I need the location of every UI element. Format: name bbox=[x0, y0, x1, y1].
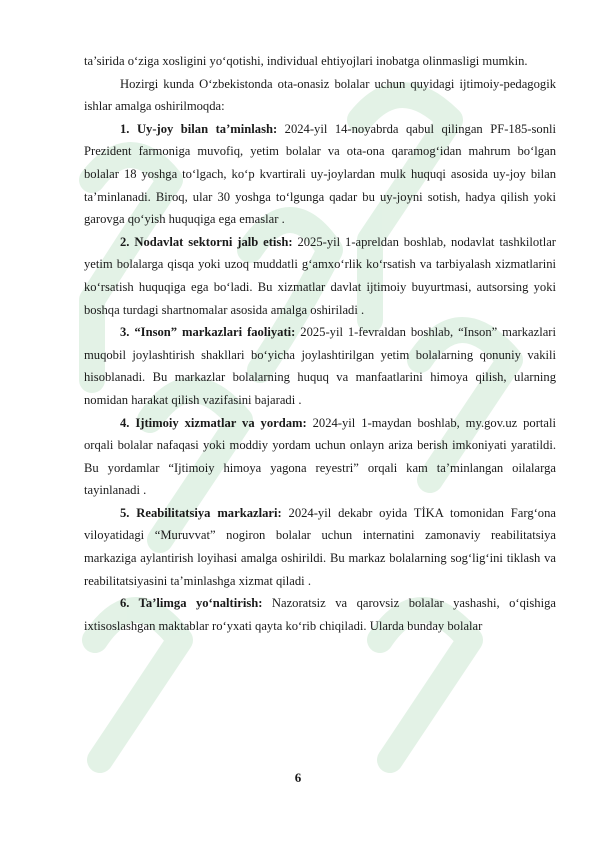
page-number: 6 bbox=[294, 770, 302, 785]
list-item-text: 2024-yil 1-maydan boshlab, my.gov.uz portali orqali bolalar nafaqasi yoki moddiy yordam uchun onlayn ariza berish imkoniyati yaratildi. Bu yordamlar “Ijtimoiy himoya yagona reyestri” orqali kam ta’minlangan oilalarga tayinlanadi . bbox=[84, 415, 556, 498]
list-item-4 bbox=[84, 412, 556, 502]
list-item-3 bbox=[84, 321, 556, 411]
list-item-title: 1. Uy-joy bilan ta’minlash: bbox=[120, 121, 278, 136]
intro-lead: Hozirgi kunda O‘zbekistonda ota-onasiz bolalar uchun quyidagi ijtimoiy-pedagogik ishlar amalga oshirilmoqda: bbox=[84, 76, 556, 114]
list-item-title: 3. “Inson” markazlari faoliyati: bbox=[120, 325, 296, 340]
list-item-title: 4. Ijtimoiy xizmatlar va yordam: bbox=[120, 415, 307, 430]
list-item-text: 2025-yil 1-fevraldan boshlab, “Inson” markazlari muqobil joylashtirish shakllari bo‘yicha joylashtirilgan yetim bolalarning qonuniy vakili hisoblanadi. Bu markazlar bolalarning huquq va manfaatlarini himoya qilish, ularning nomidan harakat qilish vazifasini bajaradi . bbox=[84, 325, 556, 407]
list-item-text: Nazoratsiz va qarovsiz bolalar yashashi, o‘qishiga ixtisoslashgan maktablar ro‘yxati qayta ko‘rib chiqiladi. Ularda bunday bolalar bbox=[84, 596, 556, 633]
list-item-1 bbox=[84, 118, 556, 231]
intro-continuation: ta’sirida o‘ziga xosligini yo‘qotishi, individual ehtiyojlari inobatga olinmasligi mumkin. bbox=[84, 54, 528, 68]
list-item-text: 2025-yil 1-apreldan boshlab, nodavlat tashkilotlar yetim bolalarga qisqa yoki uzoq muddatli g‘amxo‘rlik ko‘rsatish va tarbiyalash xizmatlarini ko‘rsatish huquqiga ega bo‘ladi. Bu xizmatlar davlat ijtimoiy buyurtmasi, autsorsing yoki boshqa turdagi shartnomalar asosida amalga oshiriladi . bbox=[84, 234, 556, 317]
list-item-title: 2. Nodavlat sektorni jalb etish: bbox=[120, 234, 293, 249]
list-item-6 bbox=[84, 592, 556, 637]
document-body bbox=[84, 50, 556, 637]
list-item-title: 6. Ta’limga yo‘naltirish: bbox=[120, 596, 263, 611]
list-item-title: 5. Reabilitatsiya markazlari: bbox=[120, 505, 282, 520]
list-item-5 bbox=[84, 502, 556, 592]
list-item-text: 2024-yil dekabr oyida TİKA tomonidan Farg‘ona viloyatidagi “Muruvvat” nogiron bolalar uchun internatini zamonaviy reabilitatsiya markaziga aylantirish loyihasi amalga oshirildi. Bu markaz bolalarning sog‘lig‘ini tiklash va reabilitatsiyasini ta’minlashga xizmat qiladi . bbox=[84, 505, 556, 588]
list-item-2 bbox=[84, 231, 556, 321]
list-item-text: 2024-yil 14-noyabrda qabul qilingan PF-185-sonli Prezident farmoniga muvofiq, yetim bolalar va ota-ona qaramog‘idan mahrum bo‘lgan bolalar 18 yoshga to‘lgach, ko‘p kvartirali uy-joylardan mulk huquqi asosida uy-joy bilan ta’minlanadi. Biroq, ular 30 yoshga to‘lgunga qadar bu uy-joyni sotish, hadya qilish yoki garovga qo‘yish huquqiga ega emaslar . bbox=[84, 121, 556, 227]
